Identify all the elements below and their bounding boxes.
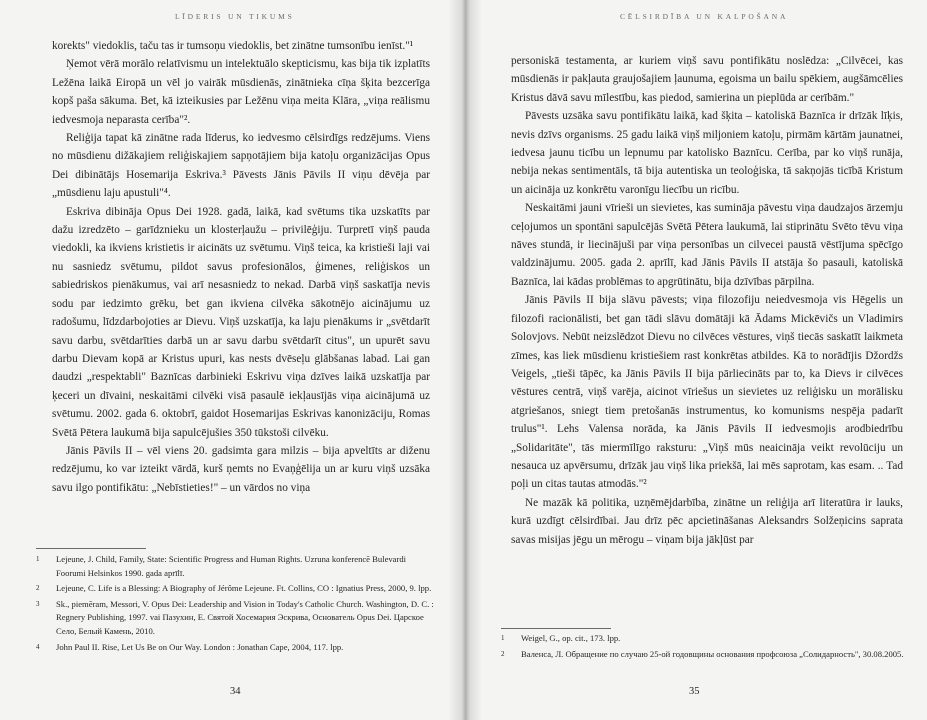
body-text [511,52,903,549]
footnote [36,553,436,580]
paragraph: Pāvests uzsāka savu pontifikātu laikā, kad šķita – katoliskā Baznīca ir drīzāk līķis, nevis dzīvs organisms. 25 gadu laikā viņš miljoniem katoļu, pirmām kārtām jaunatnei, iedvesa jaunu ticību un lepnumu par katolisko Baznīcu. Cerība, par ko viņš runāja, nebija nekas sentimentāls, tā bija autentiska un teoloģiska, tā sakņojās ticībā Kristum un aicināja uz konkrētu varonīgu liecību un ricību. [511,110,903,196]
footnote-text: Sk., piemēram, Messori, V. Opus Dei: Leadership and Vision in Today's Catholic Church. Washington, D. C. : Regnery Publishing, 1997. vai Пазухин, Е. Святой Хосемария Эскрива, Основатель Opus Dei. Царское Село, Белый Камень, 2010. [56,598,434,636]
paragraph: Jānis Pāvils II bija slāvu pāvests; viņa filozofiju neiedvesmoja vis Hēgelis un filozofi racionālisti, bet gan tādi slāvu domātāji kā Ādams Mickēvičs un Vladimirs Solovjovs. Nebūt neizslēdzot Dievu no cilvēces vēstures, viņš tiecās saskatīt laikmeta zīmes, kas liek mūsdienu kristiešiem rast konkrētas atbildes. Kā to norādījis Džordžs Veigels, „tieši tāpēc, ka Jānis Pāvils II bija pārliecināts par to, ka Dievs ir cilvēces vēstures centrā, viņš varēja, aicinot vīriešus un sievietes uz reliģisku un morālisku atgriešanos, sniegt tiem pretošanās instrumentus, ko komunisms nespēja padarīt trulus"¹. Lehs Valensa norāda, ka Jānis Pāvils II iedvesmojis arodbiedrību „Solidaritāte", tās miermīlīgo raksturu: „Viņš mūs neaicināja veikt revolūciju un nesauca uz apvērsumu, drīzāk jau viņš lika priekšā, lai mēs saprotam, kas esam. .. Tad poļi un citas tautas atmodās."² [511,294,903,491]
left-page [0,0,463,720]
footnotes [501,632,911,663]
page-number: 35 [689,686,700,697]
running-head: CĒLSIRDĪBA UN KALPOŠANA [620,12,789,21]
footnotes [36,553,436,656]
footnote-number: 2 [501,649,505,658]
running-head: LĪDERIS UN TIKUMS [175,12,295,21]
paragraph: Ņemot vērā morālo relatīvismu un intelektuālo skepticismu, kas bija tik izplatīts Ležēna laikā Eiropā un vēl jo vairāk mūsdienās, zinātnieka cīņa šķita bezcerīga kopš paša sākuma. Bet, kā izteikusies par Ležēnu viņa meita Klāra, „viņa reālismu iedvesmoja neparasta cerība"². [52,58,430,126]
footnote-number: 4 [36,642,40,651]
paragraph: korekts" viedoklis, taču tas ir tumsoņu viedoklis, bet zinātne tumsonību ienīst."¹ [52,40,414,52]
footnote-text: Валенса, Л. Обращение по случаю 25-ой годовщины основания профсоюза „Солидарность", 30.08.2005. [521,648,904,659]
footnote-rule [36,548,146,549]
footnote-number: 1 [501,634,505,642]
footnote [36,582,436,596]
footnote-text: Lejeune, J. Child, Family, State: Scientific Progress and Human Rights. Uzruna konferencē Bulevardi Foorumi Helsinkos 1990. gada aprīlī. [56,554,407,578]
footnote-number: 1 [36,555,40,563]
footnote [501,632,911,646]
paragraph: Eskriva dibināja Opus Dei 1928. gadā, laikā, kad svētums tika uzskatīts par dažu izredzēto – garīdznieku un klosterļaužu – privilēģiju. Turpretī viņš pauda viedokli, ka ikviens kristietis ir aicināts uz svētumu. Viņš teica, ka kristieši laji vai nu sasniedz svētumu, pildot savus profesionālos, ģimenes, reliģiskos un sabiedriskos pienākumus, vai arī nesasniedz to nekad. Darbā viņš saskatīja nevis sodu par iedzimto grēku, bet gan ikviena cilvēka sākotnējo aicinājumu uz radošumu, līdzdarbojoties ar Dievu. Viņš uzskatīja, ka laju pienākums ir „svētdarīt savu darbu, svētdarīties darbā un ar savu darbu svētdarīt citus", un upurēt savu darbu Dievam kopā ar Kristus upuri, kas nests dvēseļu glābšanas labad. Lai gan daudzi „respektabli" Baznīcas darbinieki Eskrivu viņa dzīves laikā uzskatīja par ķeceri un dīvaini, neskaitāmi cilvēki visā pasaulē iekļausījās viņa aicinājumā uz svētumu. 2002. gada 6. oktobrī, gaidot Hosemarijas Eskrivas kanonizāciju, Romas Svētā Pētera laukumā bija sapulcējušies 350 tūkstoši cilvēku. [52,205,430,439]
footnote-number: 3 [36,599,40,608]
footnote [36,598,436,639]
body-text [52,37,430,497]
footnote [501,648,911,662]
footnote-text: John Paul II. Rise, Let Us Be on Our Way. London : Jonathan Cape, 2004, 117. lpp. [56,641,344,652]
footnote-text: Weigel, G., op. cit., 173. lpp. [521,633,621,643]
paragraph: Neskaitāmi jauni vīrieši un sievietes, kas sumināja pāvestu viņa daudzajos ārzemju ceļojumos un spontāni sapulcējās Svētā Pētera laukumā, lai stiprinātu Svēto tēvu viņa nāves stundā, ir liecinājuši par viņa personības un cilvecei paustā vēstījuma spēcīgo valdzinājumu. 2005. gada 2. aprīlī, kad Jānis Pāvils II atstāja šo pasauli, katoliskā Baznīca, lai kādas problēmas to apgrūtinātu, bija dzīvības pārpilna. [511,202,903,288]
right-page [463,0,927,720]
footnote-number: 2 [36,584,40,593]
footnote-text: Lejeune, C. Life is a Blessing: A Biography of Jérôme Lejeune. Ft. Collins, CO : Ignatius Press, 2000, 9. lpp. [56,583,432,594]
paragraph: Reliģija tapat kā zinātne rada līderus, ko iedvesmo cēlsirdīgs redzējums. Viens no mūsdienu dižākajiem reliģiskajiem sapņotājiem bija katoļu organizācijas Opus Dei dibinātājs Hosemarija Eskriva.³ Pāvests Jānis Pāvils II viņu dēvēja par „mūsdienu laju apustuli"⁴. [52,132,430,200]
paragraph: personiskā testamenta, ar kuriem viņš savu pontifikātu noslēdza: „Cilvēcei, kas mūsdienās ir pakļauta graujošajiem ļaunuma, egoisma un bailu spēkiem, augšāmcēlies Kristus dāvā savu mīlestību, kas piedod, samierina un pieplūda ar cerībām." [511,55,903,104]
paragraph: Jānis Pāvils II – vēl viens 20. gadsimta gara milzis – bija apveltīts ar diženu redzējumu, ko var izteikt vārdā, kurš ņemts no Evaņģēlija un ar kuru viņš uzsāka savu ilgo pontifikātu: „Nebīstieties!" – un vārdos no viņa [52,444,430,494]
paragraph: Ne mazāk kā politika, uzņēmējdarbība, zinātne un reliģija arī literatūra ir lauks, kurā uzdīgt cēlsirdībai. Jau drīz pēc apcietināšanas Aleksandrs Solžeņicins saprata savas misijas jēgu un mērogu – viņam bija jākļūst par [511,496,903,546]
page-number: 34 [230,686,241,697]
footnote [36,641,436,655]
footnote-rule [501,628,611,629]
